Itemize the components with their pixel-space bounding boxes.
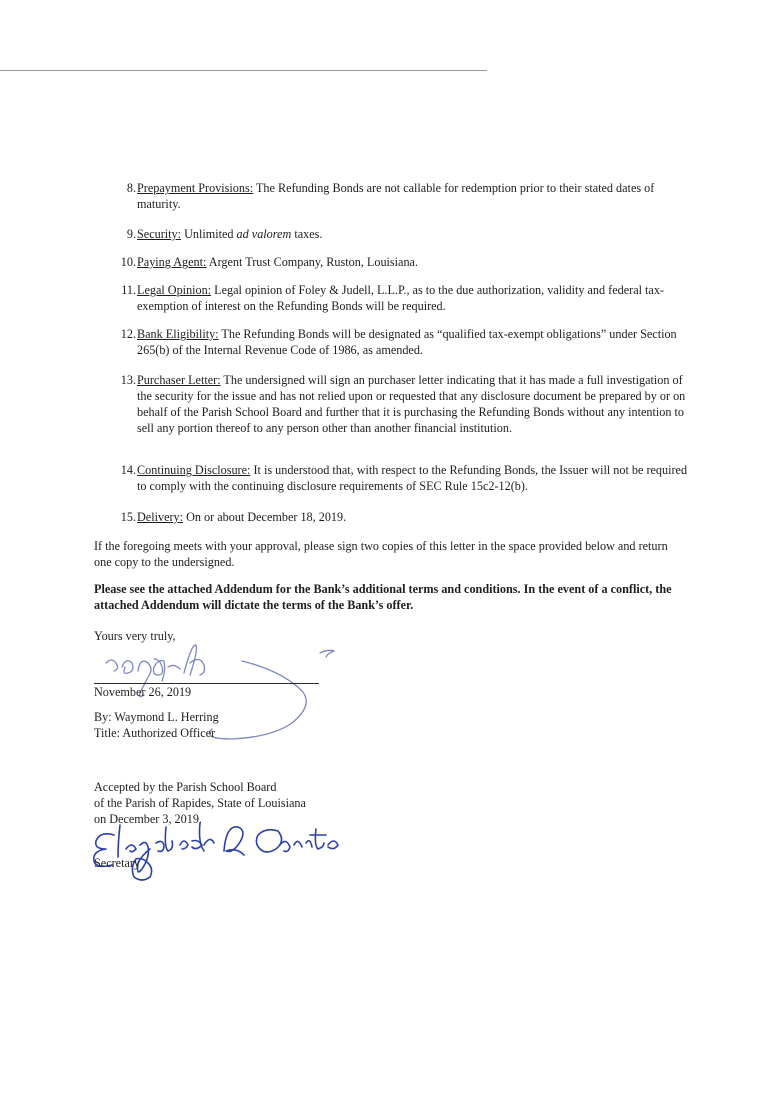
header-rule — [0, 70, 487, 71]
addendum-notice: Please see the attached Addendum for the Bank’s additional terms and conditions. In the event of a conflict, the attached Addendum will dictate the terms of the Bank’s offer. — [94, 582, 672, 612]
signer-name: By: Waymond L. Herring — [94, 710, 219, 724]
item-text: Argent Trust Company, Ruston, Louisiana. — [208, 255, 419, 269]
item-text: Unlimited — [184, 227, 234, 241]
item-number: 15. — [120, 510, 136, 524]
item-number: 9. — [126, 227, 136, 241]
item-body — [137, 509, 697, 525]
item-number: 13. — [120, 373, 136, 387]
item-body — [137, 180, 697, 212]
signer-title: Title: Authorized Officer — [94, 726, 216, 740]
item-text: The Refunding Bonds are not callable for redemption prior to their stated dates of maturity. — [137, 181, 655, 211]
closing-salutation: Yours very truly, — [94, 629, 176, 643]
signature-date: November 26, 2019 — [94, 685, 192, 699]
item-text: The Refunding Bonds will be designated as “qualified tax-exempt obligations” under Section 265(b) of the Internal Revenue Code of 1986, as amended. — [137, 327, 677, 357]
item-number: 14. — [120, 463, 136, 477]
item-text: On or about December 18, 2019. — [186, 510, 347, 524]
item-number: 11. — [121, 283, 136, 297]
secretary-signature — [84, 815, 349, 885]
item-title: Delivery: — [137, 510, 184, 524]
item-title: Purchaser Letter: — [137, 373, 221, 387]
approval-paragraph: If the foregoing meets with your approval, please sign two copies of this letter in the space provided below and return one copy to the undersigned. — [94, 539, 668, 569]
item-text-italic: ad valorem — [236, 227, 292, 241]
item-body — [137, 226, 697, 242]
item-body — [137, 462, 697, 494]
item-title: Continuing Disclosure: — [137, 463, 251, 477]
item-text: Legal opinion of Foley & Judell, L.L.P., as to the due authorization, validity and federal tax-exemption of interest on the Refunding Bonds will be required. — [137, 283, 664, 313]
item-text: The undersigned will sign an purchaser letter indicating that it has made a full investigation of the security for the issue and has not relied upon or requested that any disclosure document be prepared by or on behalf of the Parish School Board and further that it is purchasing the Refunding Bonds without any intention to sell any portion thereof to any person other than another financial institution. — [137, 373, 686, 435]
item-text: taxes. — [294, 227, 323, 241]
item-number: 12. — [120, 327, 136, 341]
item-body — [137, 326, 697, 358]
item-title: Legal Opinion: — [137, 283, 212, 297]
item-body — [137, 282, 697, 314]
item-title: Paying Agent: — [137, 255, 207, 269]
item-number: 10. — [120, 255, 136, 269]
item-text: It is understood that, with respect to the Refunding Bonds, the Issuer will not be required to comply with the continuing disclosure requirements of SEC Rule 15c2-12(b). — [137, 463, 688, 493]
item-number: 8. — [126, 181, 136, 195]
item-title: Bank Eligibility: — [137, 327, 219, 341]
item-title: Prepayment Provisions: — [137, 181, 254, 195]
acceptance-line-3: on December 3, 2019. — [94, 812, 202, 826]
secretary-title: Secretary — [94, 856, 141, 870]
item-body — [137, 372, 697, 436]
item-title: Security: — [137, 227, 182, 241]
item-body — [137, 254, 697, 270]
acceptance-line-1: Accepted by the Parish School Board — [94, 780, 277, 794]
acceptance-line-2: of the Parish of Rapides, State of Louisiana — [94, 796, 306, 810]
